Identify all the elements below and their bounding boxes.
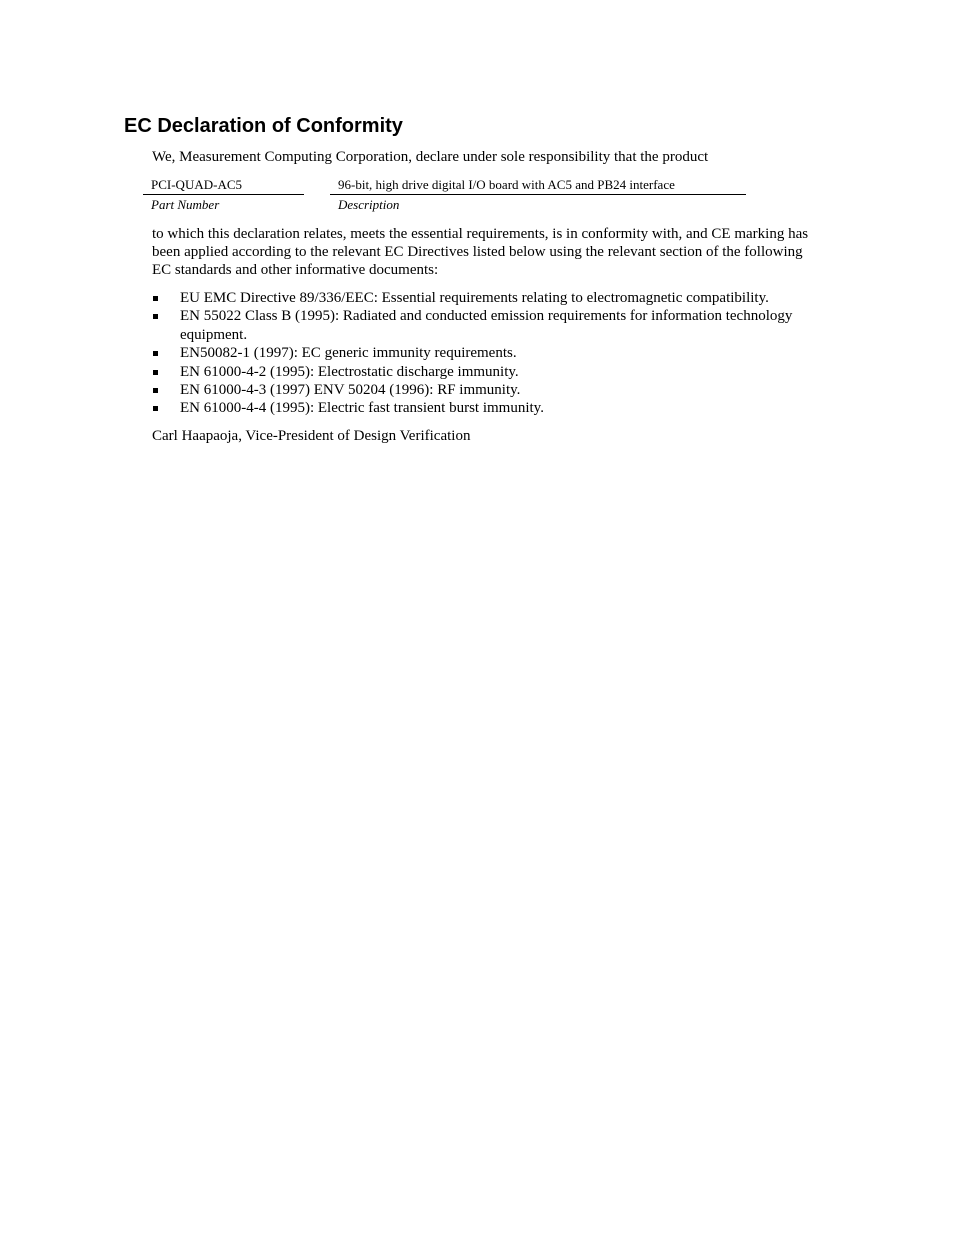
standards-list [152, 289, 820, 418]
declaration-body: to which this declaration relates, meets the essential requirements, is in conformity with, and CE marking has been applied according to the relevant EC Directives listed below using the relevant section of the following EC standards and other informative documents: [152, 226, 809, 278]
signatory: Carl Haapaoja, Vice-President of Design Verification [152, 428, 471, 444]
page-title: EC Declaration of Conformity [124, 115, 403, 137]
part-number-value: PCI-QUAD-AC5 [143, 176, 304, 195]
square-bullet-icon [153, 296, 158, 301]
part-number-label: Part Number [151, 197, 220, 212]
list-item [152, 363, 820, 381]
list-item [152, 344, 820, 362]
part-number-field [143, 176, 304, 213]
description-field [330, 176, 746, 213]
description-value: 96-bit, high drive digital I/O board with AC5 and PB24 interface [330, 176, 746, 195]
standard-text: EN 61000-4-2 (1995): Electrostatic discharge immunity. [180, 363, 519, 380]
list-item [152, 307, 820, 344]
list-item [152, 381, 820, 399]
list-item [152, 399, 820, 417]
square-bullet-icon [153, 388, 158, 393]
standard-text: EN 61000-4-3 (1997) ENV 50204 (1996): RF immunity. [180, 382, 521, 399]
square-bullet-icon [153, 314, 158, 319]
square-bullet-icon [153, 370, 158, 375]
standard-text: EN50082-1 (1997): EC generic immunity requirements. [180, 345, 517, 362]
description-label: Description [338, 197, 400, 212]
list-item [152, 289, 820, 307]
square-bullet-icon [153, 351, 158, 356]
declaration-intro: We, Measurement Computing Corporation, declare under sole responsibility that the product [152, 149, 709, 165]
standard-text: EN 55022 Class B (1995): Radiated and conducted emission requirements for information technology equipment. [180, 308, 793, 343]
square-bullet-icon [153, 406, 158, 411]
standard-text: EN 61000-4-4 (1995): Electric fast transient burst immunity. [180, 400, 544, 417]
standard-text: EU EMC Directive 89/336/EEC: Essential requirements relating to electromagnetic compatibility. [180, 290, 769, 306]
